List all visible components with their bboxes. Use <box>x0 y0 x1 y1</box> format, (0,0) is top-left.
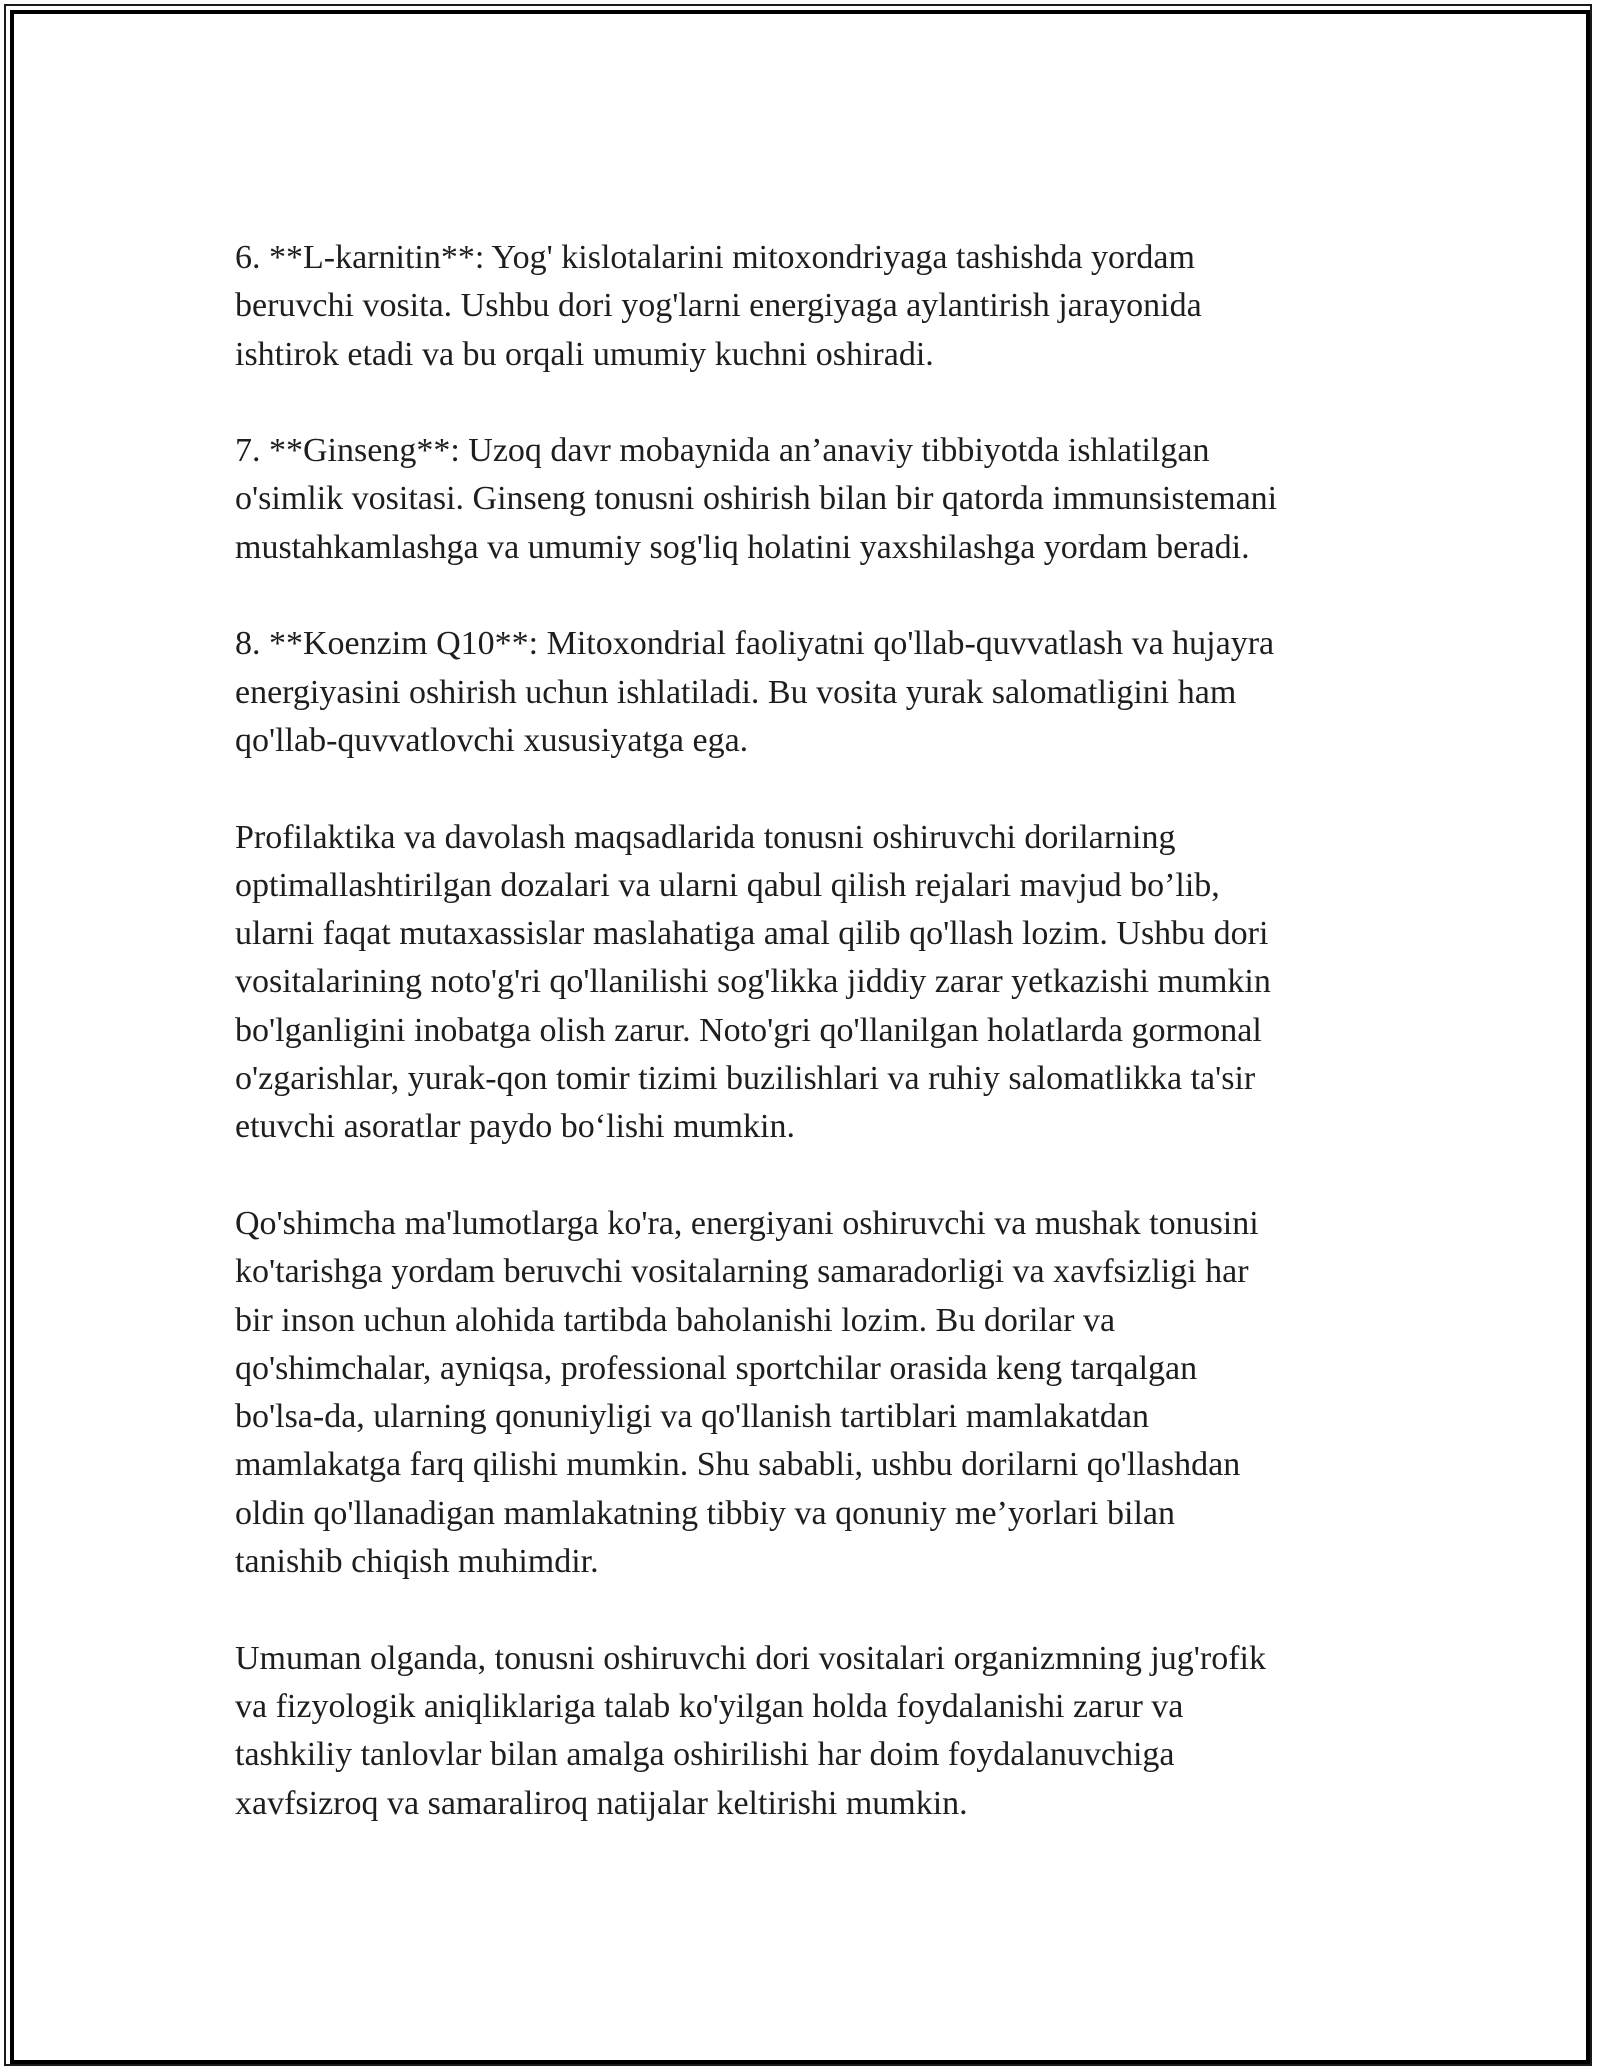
paragraph-profilaktika: Profilaktika va davolash maqsadlarida tonusni oshiruvchi dorilarning optimallashtirilgan dozalari va ularni qabul qilish rejalari mavjud bo’lib, ularni faqat mutaxassislar maslahatiga amal qilib qo'llash lozim. Ushbu dori vositalarining noto'g'ri qo'llanilishi sog'likka jiddiy zarar yetkazishi mumkin bo'lganligini inobatga olish zarur. Noto'gri qo'llanilgan holatlarda gormonal o'zgarishlar, yurak-qon tomir tizimi buzilishlari va ruhiy salomatlikka ta'sir etuvchi asoratlar paydo bo‘lishi mumkin. <box>235 818 1271 1146</box>
paragraph-umuman: Umuman olganda, tonusni oshiruvchi dori vositalari organizmning jug'rofik va fizyologik aniqliklariga talab ko'yilgan holda foydalanishi zarur va tashkiliy tanlovlar bilan amalga oshirilishi har doim foydalanuvchiga xavfsizroq va samaraliroq natijalar keltirishi mumkin. <box>235 1639 1267 1822</box>
paragraph-qoshimcha: Qo'shimcha ma'lumotlarga ko'ra, energiyani oshiruvchi va mushak tonusini ko'tarishga yordam beruvchi vositalarning samaradorligi va xavfsizligi har bir inson uchun alohida tartibda baholanishi lozim. Bu dorilar va qo'shimchalar, ayniqsa, professional sportchilar orasida keng tarqalgan bo'lsa-da, ularning qonuniyligi va qo'llanish tartiblari mamlakatdan mamlakatga farq qilishi mumkin. Shu sababli, ushbu dorilarni qo'llashdan oldin qo'llanadigan mamlakatning tibbiy va qonuniy me’yorlari bilan tanishib chiqish muhimdir. <box>235 1204 1259 1581</box>
paragraph-koenzim-q10: 8. **Koenzim Q10**: Mitoxondrial faoliyatni qo'llab-quvvatlash va hujayra energiyasini oshirish uchun ishlatiladi. Bu vosita yurak salomatligini ham qo'llab-quvvatlovchi xususiyatga ega. <box>235 625 1275 759</box>
document-body <box>235 234 1385 1876</box>
paragraph-ginseng: 7. **Ginseng**: Uzoq davr mobaynida an’anaviy tibbiyotda ishlatilgan o'simlik vositasi. Ginseng tonusni oshirish bilan bir qatorda immunsistemani mustahkamlashga va umumiy sog'liq holatini yaxshilashga yordam beradi. <box>235 432 1278 566</box>
paragraph-l-karnitin: 6. **L-karnitin**: Yog' kislotalarini mitoxondriyaga tashishda yordam beruvchi vosita. Ushbu dori yog'larni energiyaga aylantirish jarayonida ishtirok etadi va bu orqali umumiy kuchni oshiradi. <box>235 239 1202 373</box>
